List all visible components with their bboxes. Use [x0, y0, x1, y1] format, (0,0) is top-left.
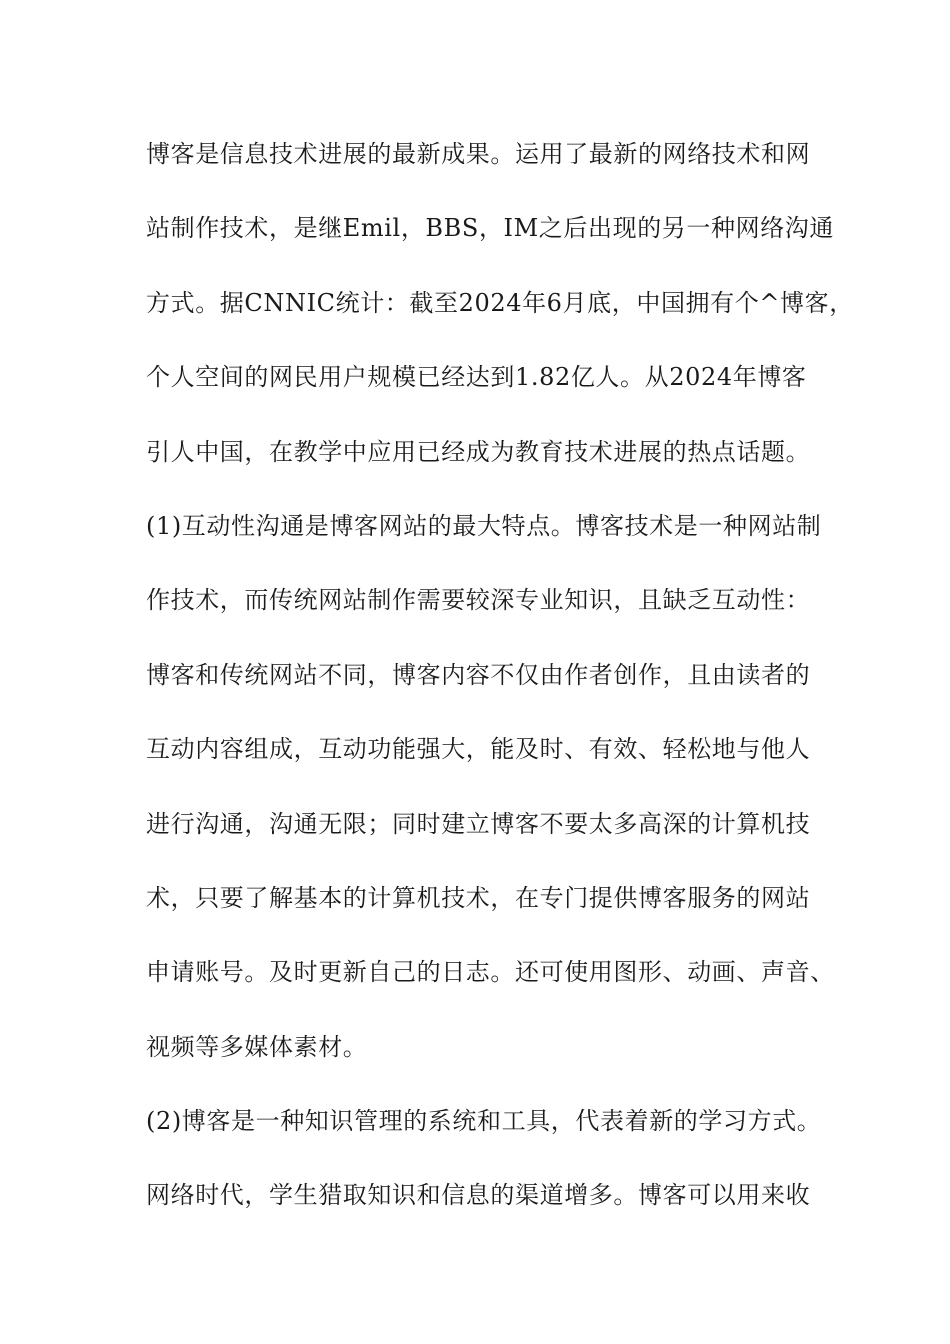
text-line: 互动内容组成，互动功能强大，能及时、有效、轻松地与他人 — [146, 735, 811, 764]
text-line: 个人空间的网民用户规模已经达到1.82亿人。从2024年博客 — [146, 363, 807, 392]
text-line: 进行沟通，沟通无限；同时建立博客不要太多高深的计算机技 — [146, 809, 811, 838]
text-line: 视频等多媒体素材。 — [146, 1032, 368, 1061]
text-line: 方式。据CNNIC统计：截至2024年6月底，中国拥有个^博客， — [146, 288, 854, 317]
body-text — [146, 130, 854, 1246]
text-line: 博客和传统网站不同，博客内容不仅由作者创作，且由读者的 — [146, 660, 811, 689]
text-line: (1)互动性沟通是博客网站的最大特点。博客技术是一种网站制 — [146, 511, 822, 540]
text-line: 申请账号。及时更新自己的日志。还可使用图形、动画、声音、 — [146, 958, 835, 987]
text-line: 术，只要了解基本的计算机技术，在专门提供博客服务的网站 — [146, 883, 811, 912]
text-line: 引人中国，在教学中应用已经成为教育技术进展的热点话题。 — [146, 437, 811, 466]
text-line: 网络时代，学生猎取知识和信息的渠道增多。博客可以用来收 — [146, 1181, 811, 1210]
text-line: 博客是信息技术进展的最新成果。运用了最新的网络技术和网 — [146, 140, 811, 168]
text-line: 站制作技术，是继Emil，BBS，IM之后出现的另一种网络沟通 — [146, 214, 834, 243]
text-line: 作技术，而传统网站制作需要较深专业知识，且缺乏互动性： — [146, 586, 811, 615]
text-line: (2)博客是一种知识管理的系统和工具，代表着新的学习方式。 — [146, 1107, 822, 1136]
